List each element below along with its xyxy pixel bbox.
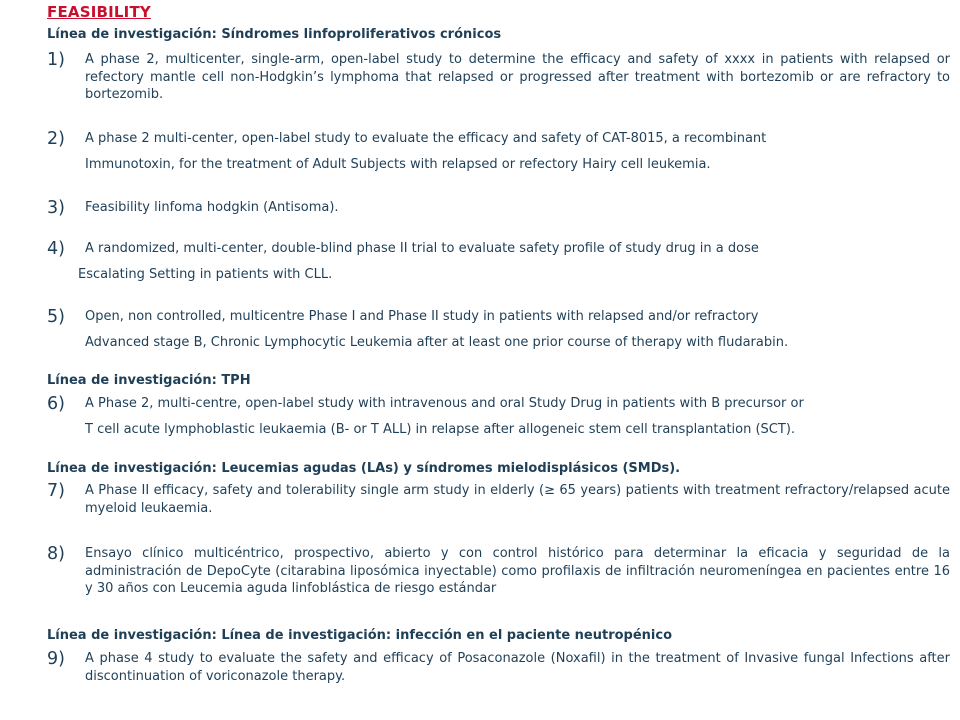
item-text-line: A randomized, multi-center, double-blind phase II trial to evaluate safety profile of study drug in a dose [85, 241, 759, 256]
section-heading-infeccion: Línea de investigación: Línea de investigación: infección en el paciente neutropénico [47, 628, 673, 643]
item-text: Feasibility linfoma hodgkin (Antisoma). [85, 200, 339, 215]
section-heading-leucemias: Línea de investigación: Leucemias agudas (LAs) y síndromes mielodisplásicos (SMDs). [47, 461, 681, 476]
item-number: 6) [47, 394, 65, 414]
list-item-1 [47, 51, 950, 104]
item-number: 7) [47, 481, 65, 501]
item-text: A phase 4 study to evaluate the safety and efficacy of Posaconazole (Noxafil) in the treatment of Invasive fungal Infections after discontinuation of voriconazole therapy. [85, 651, 950, 684]
list-item-9 [47, 650, 950, 685]
item-text-line: Escalating Setting in patients with CLL. [78, 267, 333, 282]
list-item-4 [47, 240, 950, 288]
item-number: 9) [47, 649, 65, 669]
item-text [85, 304, 950, 356]
item-number: 2) [47, 129, 65, 149]
list-item-8 [47, 545, 950, 598]
item-text: A phase 2, multicenter, single-arm, open-label study to determine the efficacy and safety of xxxx in patients with relapsed or refectory mantle cell non-Hodgkin’s lymphoma that relapsed or progressed after treatment with bortezomib or are refractory to bortezomib. [85, 52, 950, 102]
item-text [85, 126, 950, 178]
list-item-7 [47, 482, 950, 517]
item-number: 5) [47, 307, 65, 327]
item-text-line: Immunotoxin, for the treatment of Adult Subjects with relapsed or refectory Hairy cell leukemia. [85, 157, 711, 172]
item-text [85, 391, 950, 443]
section-heading-linfoproliferativos: Línea de investigación: Síndromes linfoproliferativos crónicos [47, 27, 502, 42]
list-item-2 [47, 130, 950, 178]
item-number: 4) [47, 239, 65, 259]
item-text-line: T cell acute lymphoblastic leukaemia (B- or T ALL) in relapse after allogeneic stem cell transplantation (SCT). [85, 422, 796, 437]
section-heading-tph: Línea de investigación: TPH [47, 373, 251, 388]
item-text: Ensayo clínico multicéntrico, prospectivo, abierto y con control histórico para determinar la eficacia y seguridad de la administración de DepoCyte (citarabina liposómica inyectable) como profilaxis de infiltración neuromeníngea en pacientes entre 16 y 30 años con Leucemia aguda linfoblástica de riesgo estándar [85, 546, 950, 596]
list-item-6 [47, 395, 950, 443]
item-text-line: Advanced stage B, Chronic Lymphocytic Leukemia after at least one prior course of therapy with fludarabin. [85, 335, 789, 350]
item-number: 3) [47, 198, 65, 218]
item-text-line: A phase 2 multi-center, open-label study to evaluate the efficacy and safety of CAT-8015, a recombinant [85, 131, 767, 146]
item-text [78, 236, 950, 288]
item-text-line: A Phase 2, multi-centre, open-label study with intravenous and oral Study Drug in patients with B precursor or [85, 396, 804, 411]
page-title: FEASIBILITY [47, 3, 151, 21]
list-item-5 [47, 308, 950, 356]
item-text-line: Open, non controlled, multicentre Phase I and Phase II study in patients with relapsed and/or refractory [85, 309, 759, 324]
item-number: 8) [47, 544, 65, 564]
item-text: A Phase II efficacy, safety and tolerability single arm study in elderly (≥ 65 years) patients with treatment refractory/relapsed acute myeloid leukaemia. [85, 483, 950, 516]
list-item-3 [47, 199, 950, 217]
item-number: 1) [47, 50, 65, 70]
